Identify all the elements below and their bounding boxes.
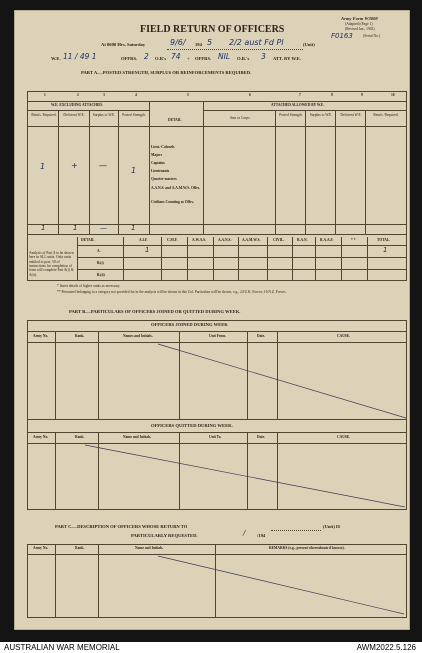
rank-quartermasters: Quarter-masters <box>151 177 177 181</box>
analysis-footnote-2: ** Personnel belonging to a category not provided for in the analysis will be shown in this Col. Particulars will be shown, e.g., 24 U.K. Forces; 16 N.Z. Forces. <box>57 290 287 294</box>
army-form-number: Army Form W3008 <box>341 16 378 21</box>
total-surplus: — <box>100 224 107 232</box>
serial-label: (Serial No.) <box>363 34 380 38</box>
part-c-unit-is: (Unit) IS <box>323 524 341 529</box>
we-excluding-header: W.E. EXCLUDING ATTACHED. <box>51 103 103 107</box>
att-label: ATT. BY W.E. <box>273 56 301 61</box>
part-a-column-numbers: 1 2 3 4 5 6 7 8 9 10 <box>44 93 395 97</box>
at-time-label: At 0600 Hrs. Saturday <box>101 42 146 47</box>
ors2-value: 3 <box>261 52 266 61</box>
analysis-aif-value: 1 <box>145 246 150 254</box>
year-value: 5 <box>207 38 213 47</box>
ors2-label: O.R.'s <box>237 56 250 61</box>
archive-accession: AWM2022.5.126 <box>356 643 416 652</box>
form-revised: (Revised Jan., 1943) <box>345 27 375 31</box>
archive-footer <box>0 642 422 653</box>
analysis-row-a: A. <box>97 249 101 253</box>
analysis-total-value: 1 <box>383 246 388 254</box>
col-posted-strength-att: Posted Strength. <box>279 113 303 117</box>
part-c-cancel-stroke <box>98 554 407 618</box>
serial-number-value: F0163 <box>331 32 353 40</box>
year-printed: 194 <box>195 42 202 47</box>
form-title: FIELD RETURN OF OFFICERS <box>140 24 285 35</box>
unit-label: (Unit) <box>303 42 315 47</box>
analysis-row-bii: B.(ii) <box>97 273 105 277</box>
part-c-requested: PARTICULARLY REQUESTED. <box>131 533 198 538</box>
offrs2-value: NIL <box>218 52 231 61</box>
col-surplus-we: Surplus to W.E. <box>92 113 116 117</box>
offrs-label: OFFRS. <box>121 56 138 61</box>
col-reinfs-required: Reinfs. Required. <box>31 113 57 117</box>
mark-reinfs: 1 <box>40 162 46 171</box>
form-adapted: (Adapted) (Page 1) <box>345 22 373 26</box>
we-label: W.E. <box>51 56 61 61</box>
analysis-row-bi: B.(i) <box>97 261 104 265</box>
col-posted-strength: Posted Strength. <box>122 113 146 117</box>
part-c-date: / <box>243 529 246 537</box>
offrs-value: 2 <box>144 52 149 61</box>
mark-deficient: + <box>71 161 78 170</box>
joined-title: OFFICERS JOINED DURING WEEK <box>151 322 228 327</box>
part-c-year: /194 <box>257 533 266 538</box>
rank-civilians: Civilians Counting as Offrs. <box>151 200 194 204</box>
archive-name: AUSTRALIAN WAR MEMORIAL <box>4 643 120 652</box>
total-deficient: 1 <box>73 224 78 232</box>
col-deficient-we-att: Deficient W.E. <box>340 113 362 117</box>
col-surplus-we-att: Surplus to W.E. <box>309 113 333 117</box>
ors-label: O.R's <box>155 56 167 61</box>
analysis-note: Analysis of Part A to be shown here in ALL units. Only units entitled to post. 50 of instructions for completion of form will complete Part A(i) & A(ii). <box>29 251 74 277</box>
mark-surplus: — <box>99 161 107 170</box>
mark-posted: 1 <box>131 166 137 175</box>
joined-cancel-stroke <box>98 342 407 419</box>
col-deficient-we: Deficient W.E. <box>63 113 85 117</box>
we-value: 11 / 49 1 <box>63 52 97 61</box>
analysis-table <box>77 237 407 281</box>
plus-sign: + <box>187 56 190 61</box>
part-a-title: PART A.—POSTED STRENGTH, SURPLUS OR REINFORCEMENTS REQUIRED. <box>81 70 252 75</box>
rank-aans: A.A.N.S. and A.A.M.W.S. Offrs. <box>151 186 201 190</box>
rank-captains: Captains <box>151 161 165 165</box>
rank-lieutenants: Lieutenants <box>151 169 170 173</box>
part-b-title: PART B.—PARTICULARS OF OFFICERS JOINED OR QUITTED DURING WEEK. <box>69 309 241 314</box>
quitted-cancel-stroke <box>55 443 407 510</box>
form-sheet: Army Form W3008 (Adapted) (Page 1) (Revised Jan., 1943) F0163 (Serial No.) FIELD RETURN OF OFFICERS At 0600 Hrs. Saturday 9/6/ 194 5 2/2 aust Fd Pl (Unit) W.E. 11 / 49 1 OFFRS. 2 O.R's 74 + OFFRS. NIL O.R.'s 3 ATT. BY W.E. PART A.—POSTED STRENGTH, SURPLUS OR REINFORCEMENTS REQUIRED. 1 2 3 4 5 6 7 8 9 10 W.E. EXCLUDING ATTACHED. ATTACHED ALLOWED BY W.E. DETAIL Reinfs. Required. Deficient W.E. Surplus to W.E. Posted Strength. Arm or Corps. Posted Strength. Surplus to W.E. Deficient W.E. Reinfs. Required. Lieut.-Colonels Majors Captains Lieutenants Quarter-masters A.A.N.S. and A.A.M.W.S. Offrs. Civilians Counting as Offrs. 1 + — 1 1 1 — 1 Analysis of Part A to be shown here in ALL units. Only units entitled to post. 50 of instructions for completion of form will complete Part A(i) & A(ii). DETAIL A.I.F. C.M.F. A.W.A.S. A.A.N.S. A.A.M.W.S. CIVIL. R.A.N. R.A.A.F. * * TOTAL. A. 1 1 B.(i) B.(ii) * Insert details of higher ranks as necessary. ** Personnel belonging to a category not provided for in the analysis will be shown in this Col. Particulars will be shown, e.g., 24 U.K. Forces; 16 N.Z. Forces. PART B.—PARTICULARS OF OFFICERS JOINED OR QUITTED DURING WEEK. OFFICERS JOINED DURING WEEK Army No. Rank. Names and Initials. Unit From. Date. CAUSE. OFFICERS QUITTED DURING WEEK. Army No. Rank. Name and Initials. Unit To. Date. CAUSE. PART C.—DESCRIPTION OF OFFICERS WHOSE RETURN TO (Unit) IS PARTICULARLY REQUESTED. / /194 Army No. Rank. Name and Initials. REMARKS (e.g., present whereabouts if known). <box>14 10 410 630</box>
col-arm-or-corps: Arm or Corps. <box>229 116 251 120</box>
unit-value: 2/2 aust Fd Pl <box>229 38 284 47</box>
col-reinfs-required-att: Reinfs. Required. <box>373 113 399 117</box>
analysis-footnote-1: * Insert details of higher ranks as necessary. <box>57 284 121 288</box>
total-posted: 1 <box>131 224 136 232</box>
rank-majors: Majors <box>151 153 163 157</box>
part-c-title: PART C.—DESCRIPTION OF OFFICERS WHOSE RETURN TO <box>55 524 188 529</box>
attached-allowed-header: ATTACHED ALLOWED BY W.E. <box>271 103 325 107</box>
total-reinfs: 1 <box>41 224 46 232</box>
detail-header: DETAIL <box>168 118 182 122</box>
quitted-title: OFFICERS QUITTED DURING WEEK. <box>151 423 233 428</box>
return-date: 9/6/ <box>170 38 186 47</box>
ors-value: 74 <box>171 52 181 61</box>
offrs2-label: OFFRS. <box>195 56 212 61</box>
analysis-detail: DETAIL <box>81 238 95 242</box>
rank-lt-col: Lieut.-Colonels <box>151 145 175 149</box>
